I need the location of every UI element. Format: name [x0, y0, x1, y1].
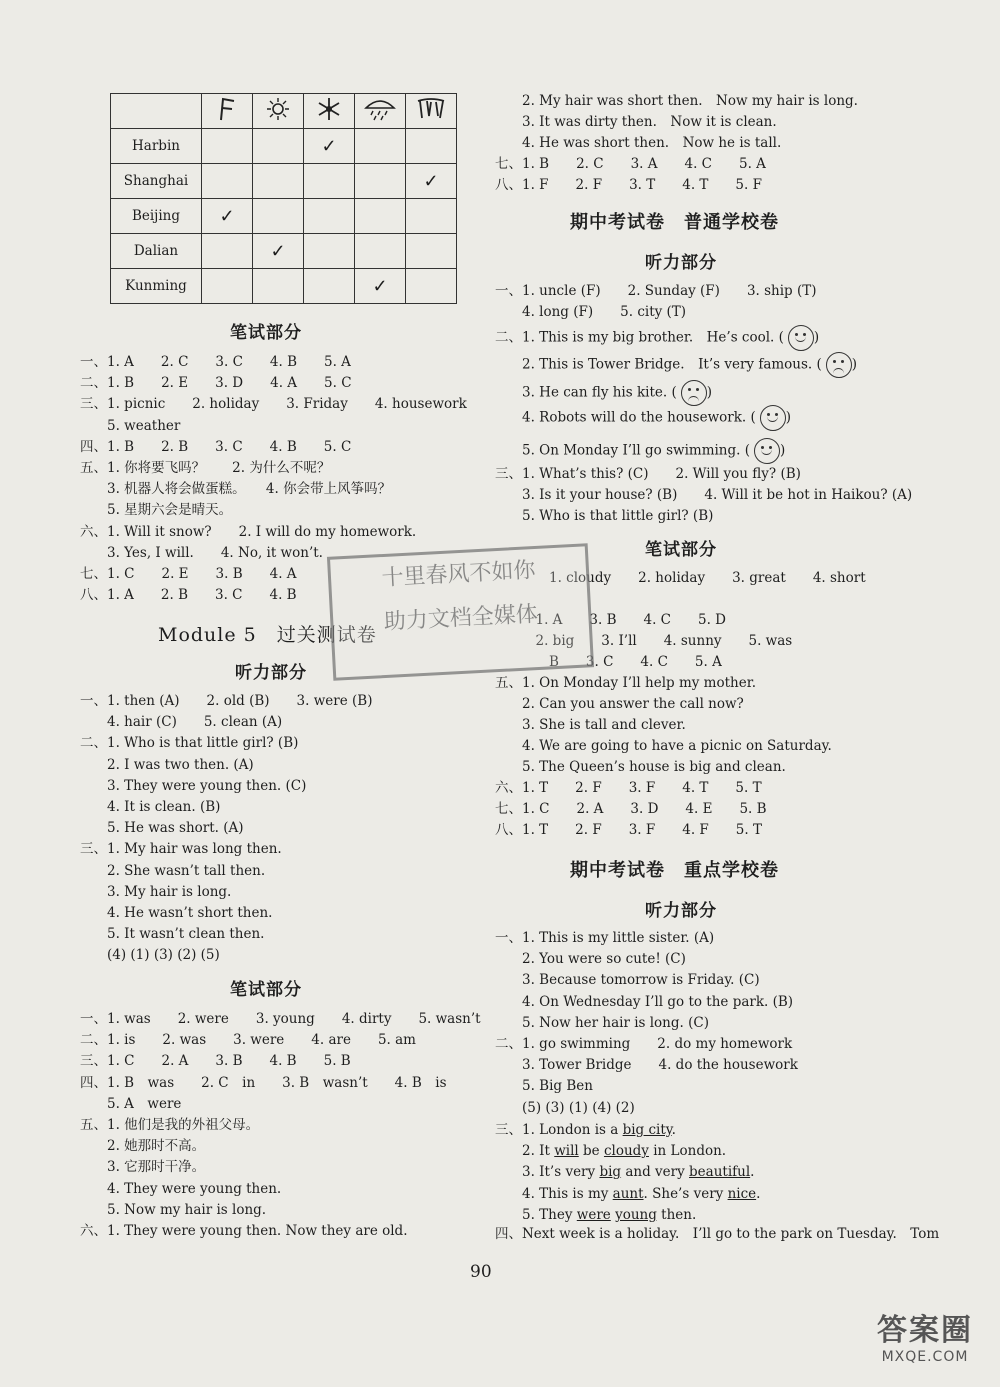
check-cell: ✓ [406, 164, 457, 199]
page-number: 90 [470, 1262, 492, 1282]
answer-underlined: big [599, 1164, 622, 1181]
city-name: Shanghai [111, 164, 202, 199]
check-cell [355, 234, 406, 269]
answer-line: 八、1. T 2. F 3. F 4. F 5. T [495, 822, 762, 838]
answer-line: 2. This is Tower Bridge. It’s very famous. ( ) [495, 352, 857, 378]
sun-icon [253, 94, 304, 129]
check-cell [202, 269, 253, 304]
answer-line: 2. She wasn’t tall then. [80, 862, 266, 879]
section-heading: 笔试部分 [230, 323, 302, 343]
answer-line: 5. 星期六会是晴天。 [80, 502, 233, 519]
answer-text: 5. On Monday I’ll go swimming. [495, 442, 741, 459]
answer-line: 六、1. They were young then. Now they are old. [80, 1223, 408, 1239]
answer-line: 二、1. This is my big brother. He’s cool. ( ) [495, 325, 819, 351]
answer-line: 4. He was short then. Now he is tall. [495, 135, 782, 151]
answer-line: 3. 机器人将会做蛋糕。 4. 你会带上风筝吗？ [80, 481, 392, 498]
answer-line: 4. It is clean. (B) [80, 799, 221, 815]
check-cell [406, 234, 457, 269]
answer-line: 5. Who is that little girl? (B) [495, 508, 714, 524]
answer-line: 四、1. B was 2. C in 3. B wasn’t 4. B is [80, 1074, 447, 1091]
table-row [111, 269, 457, 304]
answer-text: 4. This is my [495, 1185, 613, 1202]
answer-line: 5. On Monday I’ll go swimming. ( ) [495, 438, 785, 464]
city-name: Harbin [111, 129, 202, 164]
answer-line: 3. Is it your house? (B) 4. Will it be hot in Haikou? (A) [495, 487, 913, 503]
answer-text: 2. It [495, 1143, 555, 1160]
check-cell: ✓ [355, 269, 406, 304]
answer-line: 一、1. A 2. C 3. C 4. B 5. A [80, 354, 351, 370]
answer-line: 5. Big Ben [495, 1078, 593, 1095]
answer-line: 5. A were [80, 1095, 182, 1112]
answer-line: 七、1. C 2. A 3. D 4. E 5. B [495, 801, 767, 817]
check-cell [406, 269, 457, 304]
table-row [111, 129, 457, 164]
answer-line: 五、1. 你将要飞吗？ 2. 为什么不呢？ [80, 460, 331, 476]
wind-icon [202, 94, 253, 129]
answer-line: 3. He can fly his kite. ( ) [495, 380, 712, 406]
weather-header-row [111, 94, 457, 129]
check-cell [304, 234, 355, 269]
answer-line: 1. cloudy 2. holiday 3. great 4. short [495, 570, 866, 586]
answer-text: . [671, 1122, 676, 1138]
answer-line: 六、1. T 2. F 3. F 4. T 5. T [495, 780, 762, 796]
answer-line: 一、1. uncle (F) 2. Sunday (F) 3. ship (T) [495, 283, 817, 299]
answer-line: 三、1. picnic 2. holiday 3. Friday 4. housework [80, 396, 467, 413]
answer-line: 五、1. 他们是我的外祖父母。 [80, 1117, 260, 1133]
section-heading: 笔试部分 [645, 540, 717, 560]
answer-line: 八、1. A 2. B 3. C 4. B [80, 587, 297, 604]
answer-text: 4. Robots will do the housework. [495, 409, 747, 426]
answer-line: 二、1. is 2. was 3. were 4. are 5. am [80, 1032, 416, 1049]
answer-line [495, 1185, 760, 1203]
answer-text: 三、1. London is a [495, 1122, 623, 1138]
answer-line: 四、Next week is a holiday. I’ll go to the park on Tuesday. Tom [495, 1226, 940, 1242]
answer-underlined: aunt [612, 1185, 644, 1202]
stamp [327, 543, 594, 680]
answer-line: 二、1. go swimming 2. do my homework [495, 1036, 793, 1052]
answer-line: 4. Robots will do the housework. ( ) [495, 405, 791, 431]
answer-line: 5. The Queen’s house is big and clean. [495, 759, 786, 775]
answer-text: 3. It’s very [495, 1164, 600, 1181]
check-cell [253, 269, 304, 304]
answer-line: 三、1. What’s this? (C) 2. Will you fly? (B) [495, 466, 801, 482]
answer-underlined: will [554, 1143, 579, 1160]
answer-text: . She’s very [643, 1185, 728, 1202]
answer-line: 3. It was dirty then. Now it is clean. [495, 114, 777, 130]
check-cell [304, 269, 355, 304]
answer-line [495, 1121, 676, 1139]
answer-underlined: nice [727, 1185, 757, 1202]
answer-line: 5. He was short. (A) [80, 820, 244, 837]
happy-face-icon [760, 405, 786, 431]
answer-line: 2. My hair was short then. Now my hair is long. [495, 93, 858, 109]
sad-face-icon [826, 352, 852, 378]
answer-line: 5. It wasn’t clean then. [80, 926, 265, 943]
answer-underlined: young [615, 1206, 657, 1223]
rain-icon [355, 94, 406, 129]
answer-line: 1. A 3. B 4. C 5. D [495, 612, 727, 628]
answer-line: 七、1. C 2. E 3. B 4. A [80, 566, 297, 582]
check-cell [355, 129, 406, 164]
answer-line: 3. 它那时干净。 [80, 1159, 206, 1176]
answer-line: 七、1. B 2. C 3. A 4. C 5. A [495, 156, 766, 172]
answer-text: in London. [648, 1143, 727, 1160]
answer-underlined: big city [622, 1122, 672, 1138]
answer-text: be [578, 1143, 604, 1160]
answer-line: 3. Because tomorrow is Friday. (C) [495, 972, 760, 989]
check-cell [202, 234, 253, 269]
exam-title: 期中考试卷 重点学校卷 [570, 860, 779, 881]
answer-text: 二、1. This is my big brother. He’s cool. [495, 329, 775, 346]
check-cell [406, 129, 457, 164]
check-cell [406, 199, 457, 234]
answer-line: 3. Yes, I will. 4. No, it won’t. [80, 544, 323, 561]
table-row [111, 199, 457, 234]
answer-line: 三、1. C 2. A 3. B 4. B 5. B [80, 1053, 351, 1070]
watermark [860, 1305, 990, 1380]
answer-underlined: cloudy [603, 1143, 649, 1160]
answer-underlined: beautiful [689, 1164, 751, 1181]
city-name: Kunming [111, 269, 202, 304]
answer-line: 八、1. F 2. F 3. T 4. T 5. F [495, 177, 762, 193]
answer-line: 五、1. On Monday I’ll help my mother. [495, 675, 756, 691]
check-cell: ✓ [202, 199, 253, 234]
answer-line: 2. 她那时不高。 [80, 1138, 206, 1155]
answer-text: 3. He can fly his kite. [495, 384, 668, 401]
table-row [111, 164, 457, 199]
answer-line: 一、1. This is my little sister. (A) [495, 930, 715, 946]
exam-title: 期中考试卷 普通学校卷 [570, 212, 779, 233]
answer-text: 2. This is Tower Bridge. It’s very famous. [495, 356, 813, 373]
section-heading: 笔试部分 [230, 980, 302, 1000]
answer-line [495, 1163, 754, 1181]
answer-line: 4. hair (C) 5. clean (A) [80, 714, 283, 731]
check-cell [253, 129, 304, 164]
watermark-sub: MXQE.COM [881, 1349, 969, 1365]
sad-face-icon [681, 380, 707, 406]
module-title: Module 5 过关测试卷 [158, 624, 377, 646]
city-name: Dalian [111, 234, 202, 269]
answer-line: 六、1. Will it snow? 2. I will do my homework. [80, 523, 417, 540]
answer-text: and very [621, 1164, 690, 1181]
answer-line: 4. long (F) 5. city (T) [495, 304, 687, 320]
weather-table [110, 93, 457, 304]
section-heading: 听力部分 [645, 253, 717, 273]
answer-text: then. [656, 1206, 697, 1223]
answer-line: (5) (3) (1) (4) (2) [495, 1099, 635, 1116]
answer-line: (4) (1) (3) (2) (5) [80, 947, 220, 964]
answer-line: 一、1. was 2. were 3. young 4. dirty 5. wasn’t [80, 1011, 481, 1027]
check-cell [355, 164, 406, 199]
answer-line: 2. You were so cute! (C) [495, 951, 686, 968]
answer-line: 四、1. B 2. B 3. C 4. B 5. C [80, 438, 352, 455]
answer-text: 5. They [495, 1206, 577, 1223]
check-cell [253, 164, 304, 199]
answer-line: 3. They were young then. (C) [80, 777, 307, 794]
answer-line: 4. We are going to have a picnic on Saturday. [495, 738, 832, 754]
city-name: Beijing [111, 199, 202, 234]
answer-line: 2. I was two then. (A) [80, 756, 254, 773]
happy-face-icon [754, 438, 780, 464]
check-cell [202, 129, 253, 164]
snow-icon [304, 94, 355, 129]
table-corner [111, 94, 202, 129]
stamp-line: 十里春风不如你 [380, 558, 537, 592]
answer-line: 5. weather [80, 417, 181, 434]
cloud-icon [406, 94, 457, 129]
answer-line: 4. They were young then. [80, 1180, 282, 1197]
check-cell: ✓ [253, 234, 304, 269]
answer-line: 5. Now her hair is long. (C) [495, 1014, 709, 1031]
answer-underlined: were [576, 1206, 611, 1223]
stamp-line: 助力文档全媒体 [383, 601, 539, 636]
answer-line: B 3. C 4. C 5. A [495, 654, 722, 670]
answer-line: 4. He wasn’t short then. [80, 905, 273, 921]
answer-line: 3. My hair is long. [80, 883, 232, 900]
answer-line [495, 1206, 696, 1224]
answer-line: 5. Now my hair is long. [80, 1201, 267, 1218]
answer-line: 2. Can you answer the call now? [495, 696, 744, 712]
answer-text: . [756, 1185, 761, 1202]
answer-line: 二、1. B 2. E 3. D 4. A 5. C [80, 375, 352, 392]
answer-line: 3. She is tall and clever. [495, 717, 686, 733]
check-cell [304, 199, 355, 234]
check-cell [304, 164, 355, 199]
answer-line: 三、1. My hair was long then. [80, 841, 282, 858]
check-cell [355, 199, 406, 234]
answer-text: . [750, 1164, 755, 1181]
check-cell [202, 164, 253, 199]
answer-line: 二、1. Who is that little girl? (B) [80, 735, 299, 752]
answer-line: 4. On Wednesday I’ll go to the park. (B) [495, 993, 794, 1010]
check-cell: ✓ [304, 129, 355, 164]
check-cell [253, 199, 304, 234]
section-heading: 听力部分 [645, 901, 717, 921]
answer-line [495, 1142, 726, 1160]
watermark-main: 答案圈 [877, 1313, 973, 1348]
answer-line: 3. Tower Bridge 4. do the housework [495, 1057, 798, 1074]
table-row [111, 234, 457, 269]
section-heading: 听力部分 [235, 663, 307, 683]
answer-line: 一、1. then (A) 2. old (B) 3. were (B) [80, 693, 373, 709]
answer-line: 2. big 3. I’ll 4. sunny 5. was [495, 633, 793, 649]
happy-face-icon [788, 325, 814, 351]
